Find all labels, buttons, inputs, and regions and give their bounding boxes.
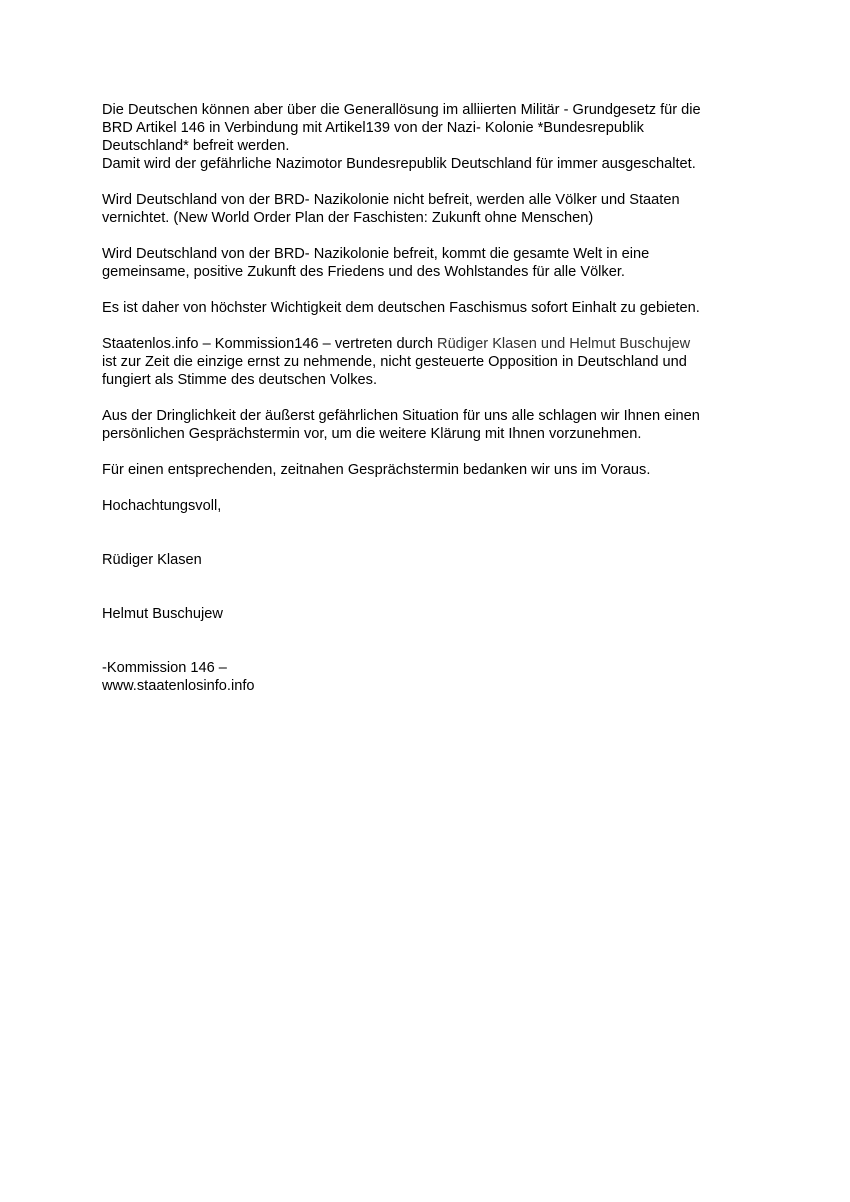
paragraph-nicht-befreit xyxy=(102,191,762,227)
paragraph-befreit xyxy=(102,245,762,281)
text-line: persönlichen Gesprächstermin vor, um die weitere Klärung mit Ihnen vorzunehmen. xyxy=(102,426,642,442)
representatives-names: Rüdiger Klasen und Helmut Buschujew xyxy=(437,336,691,352)
footer-org: -Kommission 146 – xyxy=(102,660,227,676)
signature-2 xyxy=(102,605,762,623)
signature-1 xyxy=(102,551,762,569)
text-line: Aus der Dringlichkeit der äußerst gefährlichen Situation für uns alle schlagen wir Ihnen einen xyxy=(102,408,700,424)
paragraph-dringlichkeit xyxy=(102,407,762,443)
text-line: Damit wird der gefährliche Nazimotor Bundesrepublik Deutschland für immer ausgeschaltet. xyxy=(102,156,696,172)
text-line: Wird Deutschland von der BRD- Nazikolonie befreit, kommt die gesamte Welt in eine xyxy=(102,246,650,262)
text-line: Die Deutschen können aber über die Generallösung im alliierten Militär - Grundgesetz für die xyxy=(102,102,701,118)
signer-name: Helmut Buschujew xyxy=(102,606,223,622)
text-fragment: Staatenlos.info – Kommission146 – vertreten durch xyxy=(102,336,438,352)
text-line: ist zur Zeit die einzige ernst zu nehmende, nicht gesteuerte Opposition in Deutschland und xyxy=(102,354,687,370)
letter-body xyxy=(102,101,762,713)
text-line: vernichtet. (New World Order Plan der Faschisten: Zukunft ohne Menschen) xyxy=(102,210,594,226)
signer-name: Rüdiger Klasen xyxy=(102,552,202,568)
text-line: fungiert als Stimme des deutschen Volkes. xyxy=(102,372,377,388)
closing-text: Hochachtungsvoll, xyxy=(102,498,222,514)
text-line xyxy=(102,335,762,353)
text-line: Für einen entsprechenden, zeitnahen Gesprächstermin bedanken wir uns im Voraus. xyxy=(102,462,651,478)
paragraph-wichtigkeit xyxy=(102,299,762,317)
text-line: gemeinsame, positive Zukunft des Friedens und des Wohlstandes für alle Völker. xyxy=(102,264,625,280)
paragraph-kommission xyxy=(102,335,762,389)
text-line: Wird Deutschland von der BRD- Nazikolonie nicht befreit, werden alle Völker und Staaten xyxy=(102,192,680,208)
text-line: Es ist daher von höchster Wichtigkeit dem deutschen Faschismus sofort Einhalt zu gebieten. xyxy=(102,300,700,316)
text-line: Deutschland* befreit werden. xyxy=(102,138,290,154)
paragraph-dank xyxy=(102,461,762,479)
footer-website: www.staatenlosinfo.info xyxy=(102,678,255,694)
paragraph-generalloesung xyxy=(102,101,762,173)
footer xyxy=(102,659,762,695)
text-line: BRD Artikel 146 in Verbindung mit Artikel139 von der Nazi- Kolonie *Bundesrepublik xyxy=(102,120,644,136)
closing xyxy=(102,497,762,515)
